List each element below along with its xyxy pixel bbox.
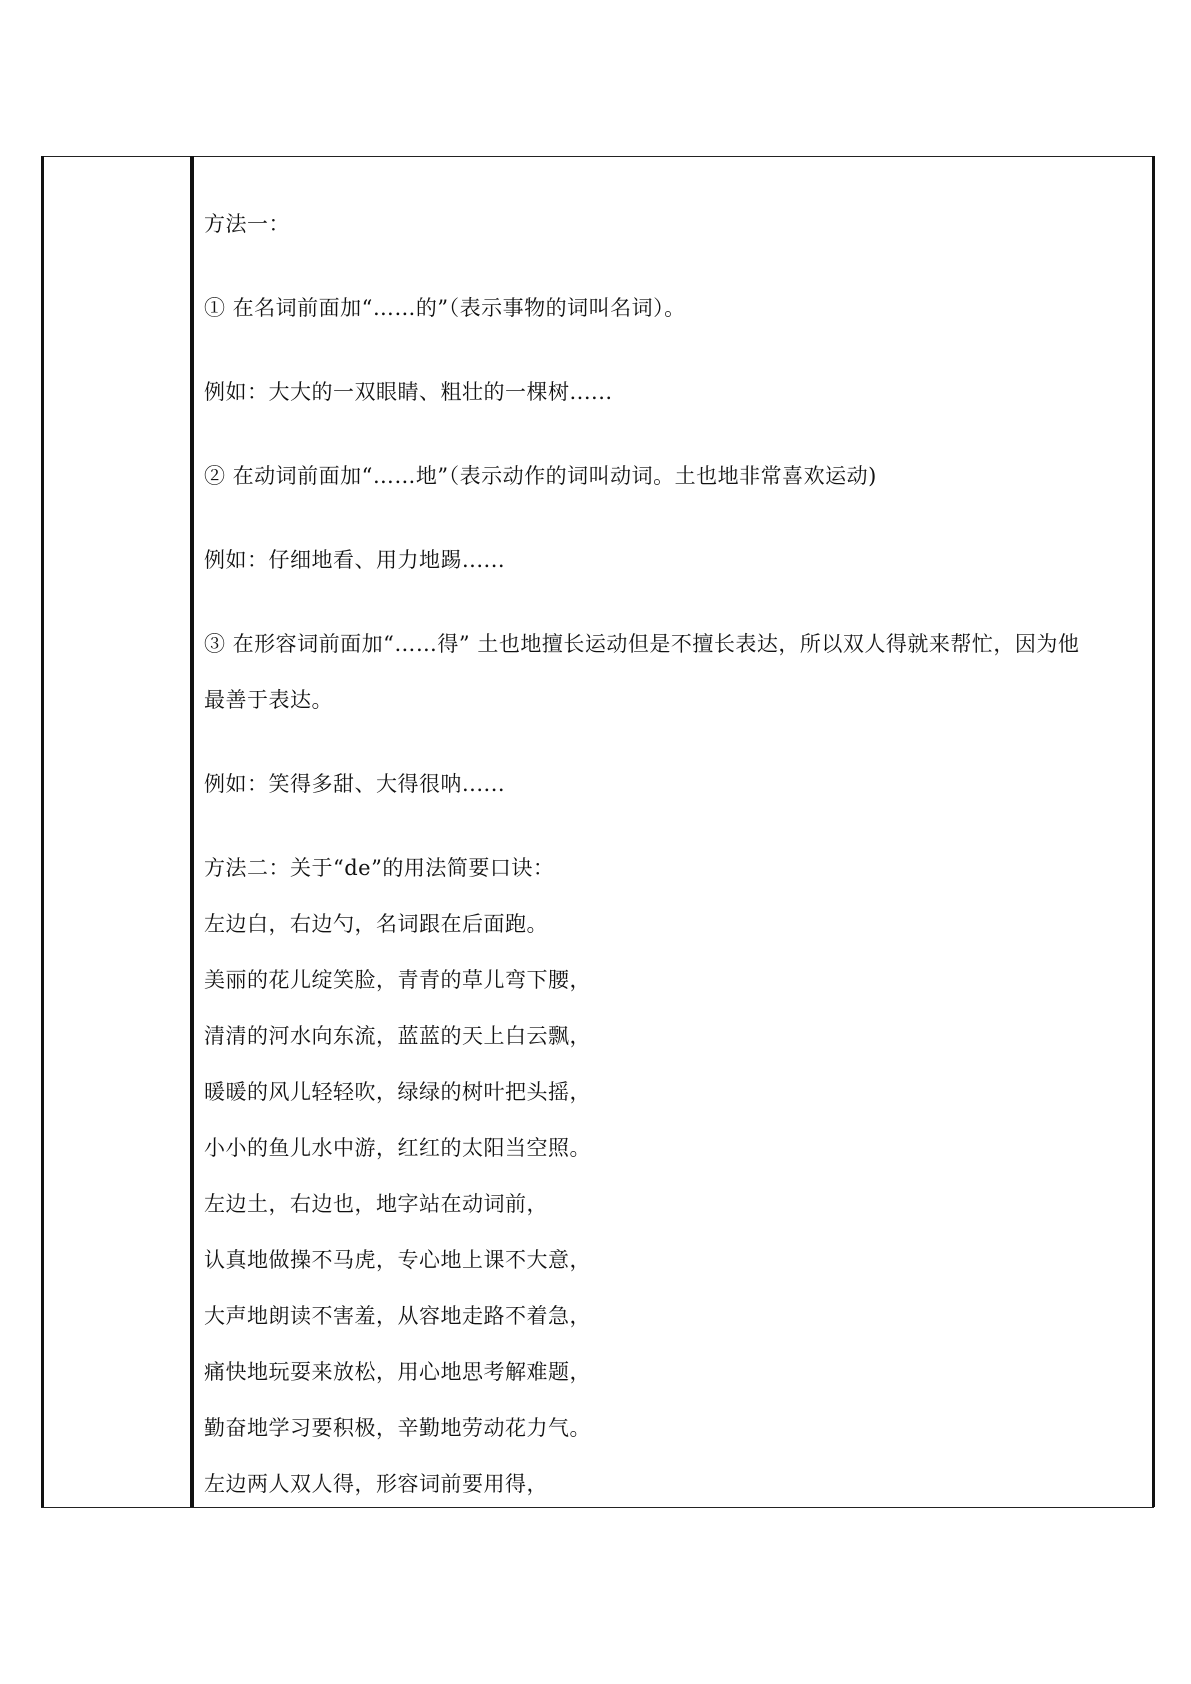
table-left-border — [41, 156, 44, 1507]
table-column-divider — [190, 156, 194, 1507]
verse-line: 勤奋地学习要积极，辛勤地劳动花力气。 — [204, 1416, 591, 1440]
example-verb-de: 例如：仔细地看、用力地踢...... — [204, 548, 506, 572]
rule-noun-de: ① 在名词前面加“……的”（表示事物的词叫名词）。 — [204, 296, 686, 320]
method-two-heading: 方法二：关于“de”的用法简要口诀： — [204, 856, 555, 880]
table-right-border — [1152, 156, 1155, 1507]
verse-line: 左边土，右边也，地字站在动词前， — [204, 1192, 548, 1216]
verse-line: 认真地做操不马虎，专心地上课不大意， — [204, 1248, 591, 1272]
example-noun-de: 例如：大大的一双眼睛、粗壮的一棵树...... — [204, 380, 613, 404]
verse-line: 小小的鱼儿水中游，红红的太阳当空照。 — [204, 1136, 591, 1160]
rule-verb-de: ② 在动词前面加“……地”（表示动作的词叫动词。土也地非常喜欢运动) — [204, 464, 877, 488]
verse-line: 大声地朗读不害羞，从容地走路不着急， — [204, 1304, 591, 1328]
verse-line: 左边白，右边勺，名词跟在后面跑。 — [204, 912, 548, 936]
verse-line: 清清的河水向东流，蓝蓝的天上白云飘， — [204, 1024, 591, 1048]
verse-line: 左边两人双人得，形容词前要用得， — [204, 1472, 548, 1496]
rule-adjective-de: ③ 在形容词前面加“……得” 土也地擅长运动但是不擅长表达，所以双人得就来帮忙，因为他 — [204, 632, 1080, 656]
rule-adjective-de-continued: 最善于表达。 — [204, 688, 333, 712]
example-adjective-de: 例如：笑得多甜、大得很呐...... — [204, 772, 506, 796]
method-one-heading: 方法一： — [204, 212, 290, 236]
verse-line: 美丽的花儿绽笑脸，青青的草儿弯下腰， — [204, 968, 591, 992]
verse-line: 痛快地玩耍来放松，用心地思考解难题， — [204, 1360, 591, 1384]
verse-line: 暖暖的风儿轻轻吹，绿绿的树叶把头摇， — [204, 1080, 591, 1104]
